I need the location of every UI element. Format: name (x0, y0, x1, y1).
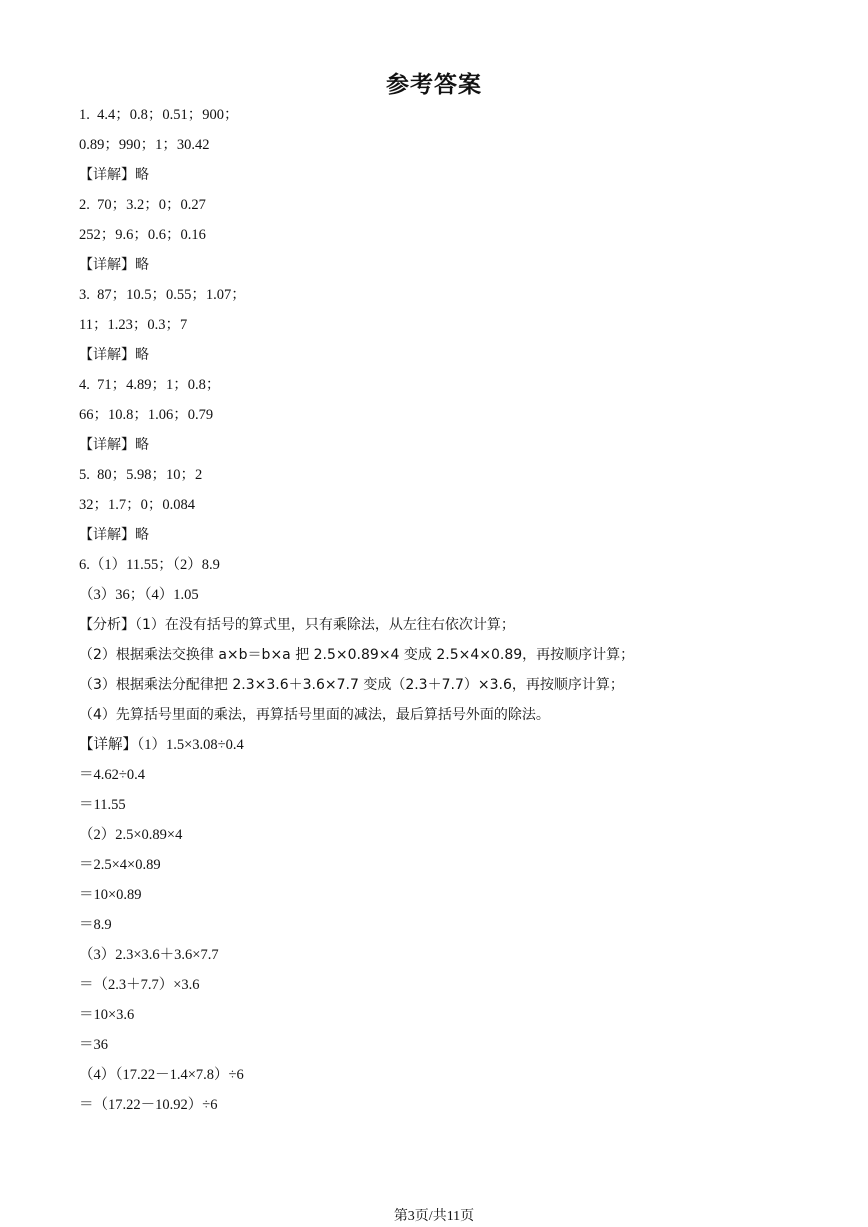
detail-line: 【详解】略 (79, 347, 149, 363)
calc-step: ＝（17.22－10.92）÷6 (79, 1097, 218, 1113)
calc-step: ＝4.62÷0.4 (79, 767, 145, 783)
calc-step: （4）（17.22－1.4×7.8）÷6 (79, 1067, 244, 1083)
calc-step: （2）2.5×0.89×4 (79, 827, 183, 843)
answer-line: 6.（1）11.55；（2）8.9 (79, 557, 220, 573)
answer-line: 4. 71；4.89；1；0.8； (79, 377, 221, 393)
calc-step: ＝（2.3＋7.7）×3.6 (79, 977, 200, 993)
detail-line: 【详解】略 (79, 437, 149, 453)
analysis-line: （3）根据乘法分配律把 2.3×3.6＋3.6×7.7 变成（2.3＋7.7）×3.6，再按顺序计算； (79, 677, 624, 693)
answer-line: 0.89；990；1；30.42 (79, 137, 210, 153)
analysis-line: 【分析】（1）在没有括号的算式里，只有乘除法，从左往右依次计算； (79, 617, 515, 633)
page-title: 参考答案 (386, 72, 482, 98)
calc-step: ＝8.9 (79, 917, 112, 933)
answer-content (79, 100, 799, 1120)
analysis-line: （4）先算括号里面的乘法，再算括号里面的减法，最后算括号外面的除法。 (79, 707, 550, 723)
calc-step: ＝11.55 (79, 797, 126, 813)
answer-line: 5. 80；5.98；10；2 (79, 467, 203, 483)
answer-line: 2. 70；3.2；0；0.27 (79, 197, 206, 213)
detail-line: 【详解】（1）1.5×3.08÷0.4 (79, 737, 244, 753)
answer-line: 11；1.23；0.3；7 (79, 317, 188, 333)
page-number: 第3页/共11页 (393, 1209, 475, 1224)
calc-step: （3）2.3×3.6＋3.6×7.7 (79, 947, 219, 963)
calc-step: ＝10×3.6 (79, 1007, 135, 1023)
answer-line: 1. 4.4；0.8；0.51；900； (79, 107, 239, 123)
detail-line: 【详解】略 (79, 527, 149, 543)
detail-line: 【详解】略 (79, 257, 149, 273)
detail-line: 【详解】略 (79, 167, 149, 183)
calc-step: ＝36 (79, 1037, 108, 1053)
calc-step: ＝10×0.89 (79, 887, 142, 903)
answer-line: 32；1.7；0；0.084 (79, 497, 195, 513)
answer-line: （3）36；（4）1.05 (79, 587, 199, 603)
answer-line: 3. 87；10.5；0.55；1.07； (79, 287, 246, 303)
answer-line: 66；10.8；1.06；0.79 (79, 407, 214, 423)
analysis-line: （2）根据乘法交换律 a×b＝b×a 把 2.5×0.89×4 变成 2.5×4×0.89，再按顺序计算； (79, 647, 635, 663)
answer-line: 252；9.6；0.6；0.16 (79, 227, 206, 243)
calc-step: ＝2.5×4×0.89 (79, 857, 161, 873)
